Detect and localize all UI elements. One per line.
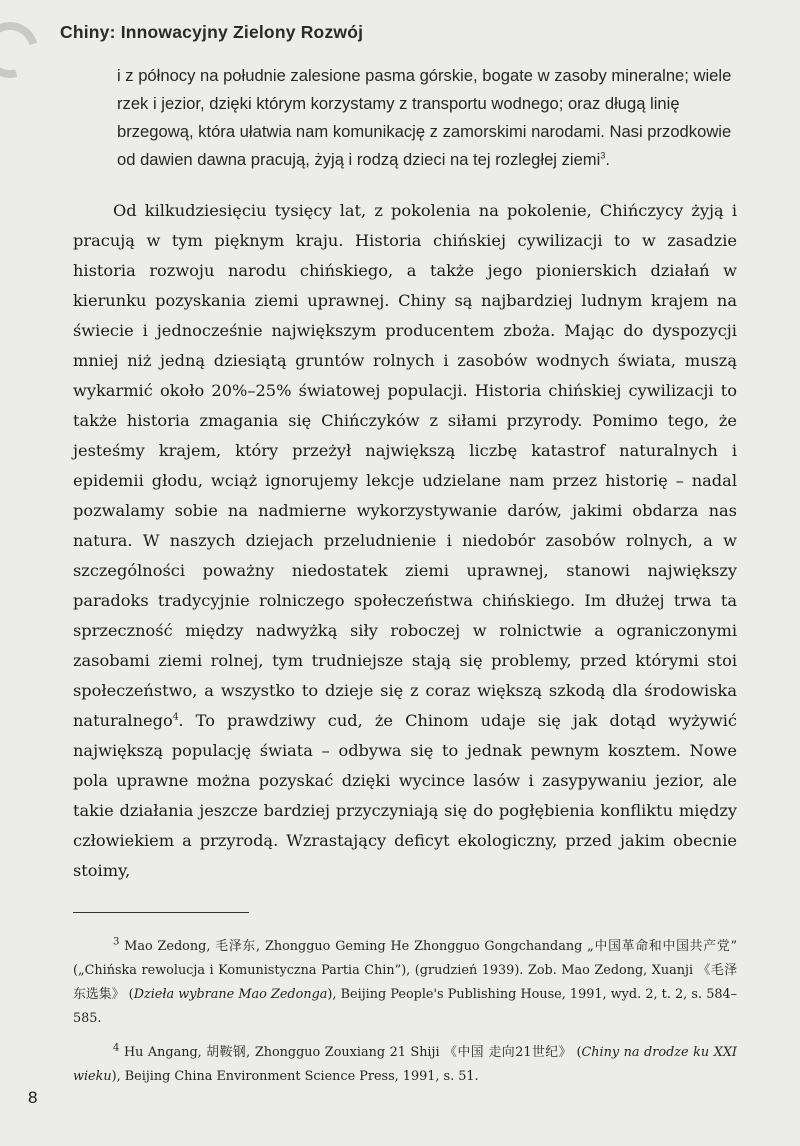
block-quote xyxy=(117,62,749,174)
footnote-text: Hu Angang, 胡鞍钢, Zhongguo Zouxiang 21 Shiji 《中国 走向21世纪》 ( xyxy=(123,1045,582,1060)
body-text-part1: Od kilkudziesięciu tysięcy lat, z pokolenia na pokolenie, Chińczycy żyją i pracują w tym pięknym kraju. Historia chińskiej cywilizacji to w zasadzie historia rozwoju narodu chińskiego, a także jego pionierskich działań w kierunku pozyskania ziemi uprawnej. Chiny są najbardziej ludnym krajem na świecie i jednocześnie największym producentem zboża. Mając do dyspozycji mniej niż jedną dziesiątą gruntów rolnych i zasobów wodnych świata, muszą wykarmić około 20%–25% światowej populacji. Historia chińskiej cywilizacji to także historia zmagania się Chińczyków z siłami przyrody. Pomimo tego, że jesteśmy krajem, który przeżył największą liczbę katastrof naturalnych i epidemii głodu, wciąż ignorujemy lekcje udzielane nam przez historię – nadal pozwalamy sobie na nadmierne wykorzystywanie darów, jakimi obdarza nas natura. W naszych dziejach przeludnienie i niedobór zasobów rolnych, a w szczególności poważny niedostatek ziemi uprawnej, stanowi największy paradoks tradycyjnie rolniczego społeczeństwa chińskiego. Im dłużej trwa ta sprzeczność między nadwyżką siły roboczej w rolnictwie a ograniczonymi zasobami ziemi rolnej, tym trudniejsze stają się problemy, przed którymi stoi społeczeństwo, a wszystko to dzieje się z coraz większą szkodą dla środowiska naturalnego xyxy=(73,201,737,730)
footnote-number: 3 xyxy=(113,936,120,948)
footnote-text: ), Beijing China Environment Science Press, 1991, s. 51. xyxy=(111,1069,479,1084)
footnote-divider xyxy=(73,912,249,913)
footnotes xyxy=(73,935,737,1099)
quote-text: i z północy na południe zalesione pasma górskie, bogate w zasoby mineralne; wiele rzek i jezior, dzięki którym korzystamy z transportu wodnego; oraz długą linię brzegową, która ułatwia nam komunikację z zamorskimi narodami. Nasi przodkowie od dawien dawna pracują, żyją i rodzą dzieci na tej rozległej ziemi xyxy=(117,66,732,169)
running-header: Chiny: Innowacyjny Zielony Rozwój xyxy=(60,22,364,42)
footnote-title: Chiny na drodze ku XXI wieku xyxy=(73,1045,737,1084)
body-paragraph xyxy=(73,196,737,886)
footnote-ref-3[interactable]: 3 xyxy=(600,150,606,161)
footnote-text: Mao Zedong, 毛泽东, Zhongguo Geming He Zhongguo Gongchandang „中国革命和中国共产党” („Chińska rewolucja i Komunistyczna Partia Chin”), (grudzień 1939). Zob. Mao Zedong, Xuanji 《毛泽东选集》 ( xyxy=(73,939,737,1002)
footnote-number: 4 xyxy=(113,1042,120,1054)
footnote-title: Dzieła wybrane Mao Zedonga xyxy=(133,987,328,1002)
footnote-4 xyxy=(73,1041,737,1089)
chapter-ring-mark xyxy=(0,12,48,88)
footnote-3 xyxy=(73,935,737,1031)
main-text xyxy=(73,196,737,886)
page-number: 8 xyxy=(28,1088,38,1107)
body-text-part2: . To prawdziwy cud, że Chinom udaje się jak dotąd wyżywić największą populację świata – odbywa się to jednak pewnym kosztem. Nowe pola uprawne można pozyskać dzięki wycince lasów i zasypywaniu jezior, ale takie działania jeszcze bardziej przyczyniają się do pogłębienia konfliktu między człowiekiem a przyrodą. Wzrastający deficyt ekologiczny, przed jakim obecnie stoimy, xyxy=(73,711,737,880)
quote-paragraph: i z północy na południe zalesione pasma górskie, bogate w zasoby mineralne; wiele rzek i jezior, dzięki którym korzystamy z transportu wodnego; oraz długą linię brzegową, która ułatwia nam komunikację z zamorskimi narodami. Nasi przodkowie od dawien dawna pracują, żyją i rodzą dzieci na tej rozległej ziemi$^3$. xyxy=(117,66,732,169)
footnote-text: ), Beijing People's Publishing House, 1991, wyd. 2, t. 2, s. 584–585. xyxy=(73,987,738,1026)
footnote-ref-4[interactable]: 4 xyxy=(172,712,179,723)
